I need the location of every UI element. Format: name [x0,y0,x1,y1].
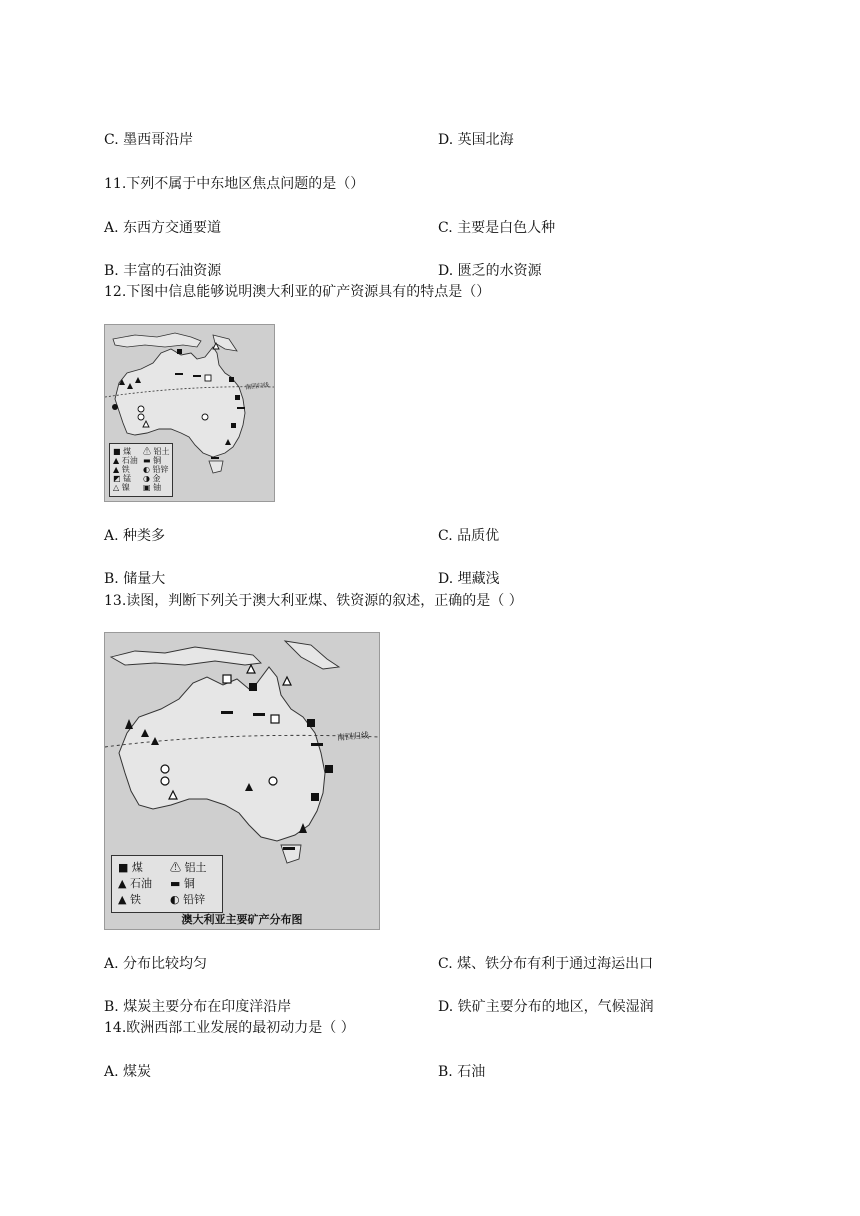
legend-item-oil: ▲ 石油 [113,456,138,465]
legend-item-iron: ▲ 铁 [118,893,141,906]
q10-option-c: C. 墨西哥沿岸 [104,132,194,148]
q14-option-a: A. 煤炭 [104,1064,152,1080]
q11-option-a: A. 东西方交通要道 [104,220,222,236]
australia-minerals-map-small [104,324,275,502]
q13-option-d: D. 铁矿主要分布的地区，气候湿润 [438,999,654,1015]
q12-option-b: B. 储量大 [104,571,166,587]
legend-item-copper: ▬ 铜 [170,877,195,890]
legend-item-manganese: ◩ 锰 [113,474,132,483]
q13-option-b: B. 煤炭主要分布在印度洋沿岸 [104,999,292,1015]
tropic-label: 南回归线 [244,381,270,392]
q10-option-d: D. 英国北海 [438,132,514,148]
q11-option-b: B. 丰富的石油资源 [104,263,222,279]
q14-option-b: B. 石油 [438,1064,486,1080]
legend-item-leadzinc: ◐ 铅锌 [170,893,206,906]
legend-item-copper: ▬ 铜 [143,456,162,465]
legend-item-coal: ■ 煤 [118,861,143,874]
q13-option-a: A. 分布比较均匀 [104,956,208,972]
australia-minerals-map-large [104,632,380,930]
q12-option-d: D. 埋藏浅 [438,571,500,587]
q13-stem: 13.读图，判断下列关于澳大利亚煤、铁资源的叙述，正确的是（ ） [104,593,523,609]
q12-option-a: A. 种类多 [104,528,166,544]
tropic-label: 南回归线 [336,730,370,743]
q14-stem: 14.欧洲西部工业发展的最初动力是（ ） [104,1020,355,1036]
map-caption: 澳大利亚主要矿产分布图 [181,913,303,926]
legend-item-uranium: ▣ 铀 [143,483,162,492]
legend-item-nickel: △ 镍 [113,483,130,492]
q12-stem: 12.下图中信息能够说明澳大利亚的矿产资源具有的特点是（） [104,284,491,300]
q12-option-c: C. 品质优 [438,528,500,544]
q11-stem: 11.下列不属于中东地区焦点问题的是（） [104,176,365,192]
map-legend [109,443,173,497]
legend-item-iron: ▲ 铁 [113,465,130,474]
map-legend-large [111,855,223,913]
legend-item-gold: ◑ 金 [143,474,161,483]
legend-item-coal: ■ 煤 [113,447,132,456]
q11-option-c: C. 主要是白色人种 [438,220,556,236]
legend-item-bauxite: ⚠ 铝土 [143,447,170,456]
legend-item-bauxite: ⚠ 铝土 [170,861,207,874]
legend-item-leadzinc: ◐ 铅锌 [143,465,169,474]
q13-option-c: C. 煤、铁分布有利于通过海运出口 [438,956,654,972]
q11-option-d: D. 匮乏的水资源 [438,263,542,279]
legend-item-oil: ▲ 石油 [118,877,152,890]
